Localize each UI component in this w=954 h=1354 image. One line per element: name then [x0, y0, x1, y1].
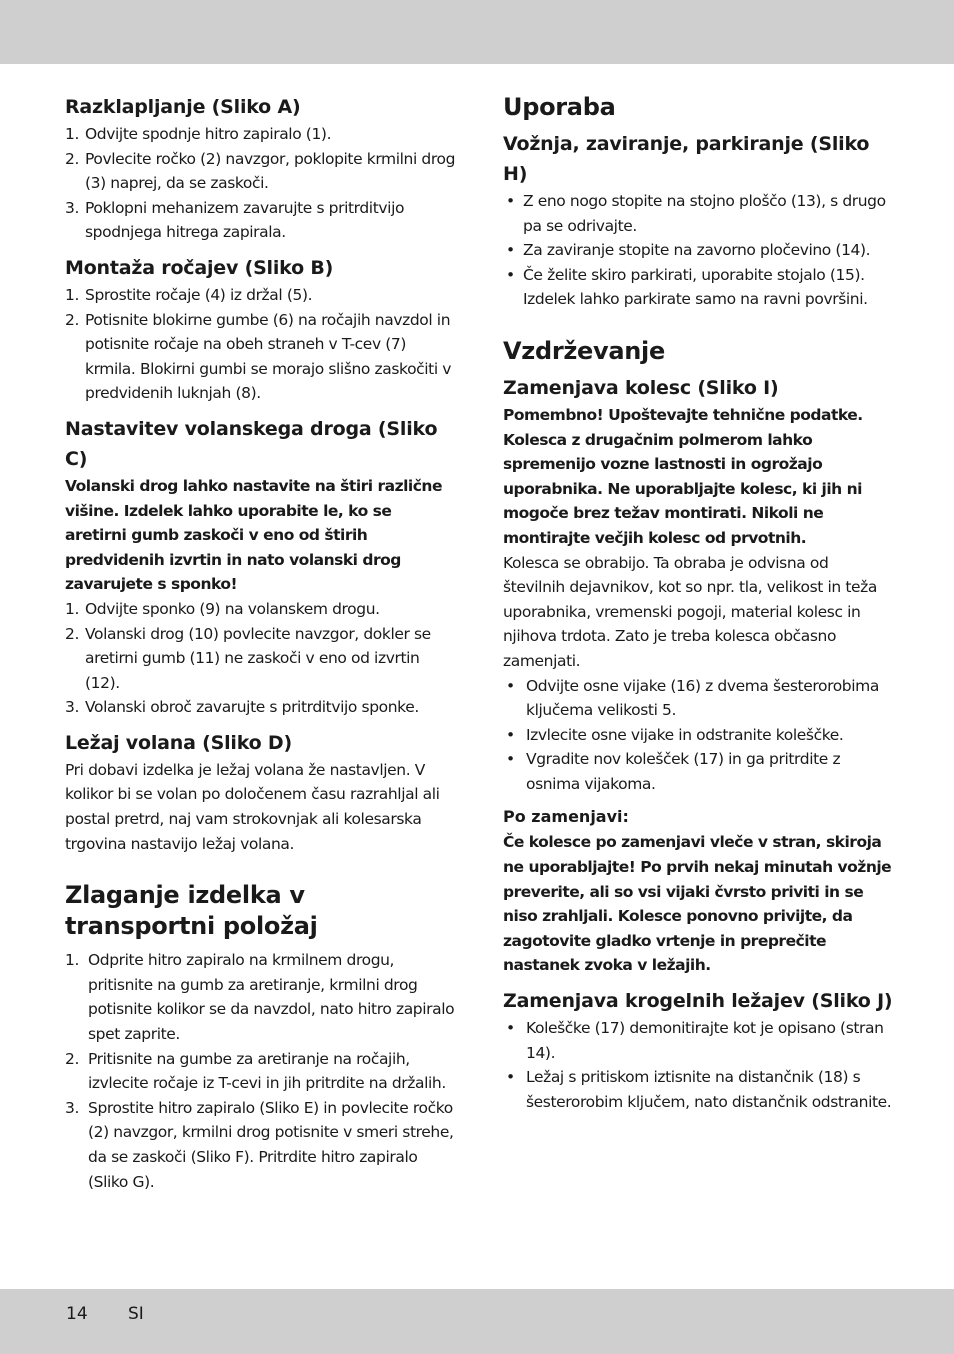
right-column [503, 92, 893, 1114]
item-number: 2. [65, 310, 79, 329]
section-title-vzdrzevanje: Vzdrževanje [503, 336, 665, 365]
item-number: 1. [65, 285, 79, 304]
bullet-list [503, 1016, 893, 1114]
item-text: Sprostite ročaje (4) iz držal (5). [85, 285, 313, 304]
list-item [65, 948, 455, 1046]
section-title-zlaganje: Zlaganje izdelka v transportni položaj [65, 881, 318, 941]
language-code: SI [128, 1304, 144, 1324]
subsection-title-krogelni-lezaji: Zamenjava krogelnih ležajev (Sliko J) [503, 990, 893, 1013]
list-item [65, 622, 455, 696]
list-item: • Vgradite nov kolešček (17) in ga pritrdite z osnima vijakoma. [503, 747, 893, 796]
after-replacement-title: Po zamenjavi: [503, 807, 629, 827]
bullet-list [503, 189, 893, 312]
list-item: • Če želite skiro parkirati, uporabite stojalo (15). Izdelek lahko parkirate samo na ravni površini. [503, 263, 893, 312]
paragraph: Kolesca se obrabijo. Ta obraba je odvisna od številnih dejavnikov, kot so npr. tla, velikost in teža uporabnika, vremenski pogoji, material kolesc in njihova trdota. Zato je treba kolesca občasno zamenjati. [503, 553, 877, 670]
paragraph: Pri dobavi izdelka je ležaj volana že nastavljen. V kolikor bi se volan po določenem času razrahljal ali postal pretrd, naj vam strokovnjak ali kolesarska trgovina nastavijo ležaj volana. [65, 760, 440, 853]
numbered-list [65, 597, 455, 720]
list-item [65, 196, 455, 245]
numbered-list [65, 122, 455, 245]
section-title-lezaj-volana: Ležaj volana (Sliko D) [65, 731, 292, 754]
item-text: Odvijte spodnje hitro zapiralo (1). [85, 125, 332, 143]
section-title-montaza-rocajev: Montaža ročajev (Sliko B) [65, 256, 334, 279]
item-text: Volanski obroč zavarujte s pritrditvijo sponke. [85, 698, 419, 717]
list-item [65, 695, 455, 720]
numbered-list [65, 948, 455, 1194]
list-item [65, 283, 455, 308]
header-band [0, 0, 954, 64]
item-number: 3. [65, 698, 79, 717]
item-number: 1. [65, 125, 79, 143]
item-text: Poklopni mehanizem zavarujte s pritrditvijo spodnjega hitrega zapirala. [85, 198, 405, 242]
list-item: • Koleščke (17) demonitirajte kot je opisano (stran 14). [503, 1016, 893, 1065]
item-number: 2. [65, 624, 79, 643]
list-item: • Izvlecite osne vijake in odstranite koleščke. [503, 723, 893, 748]
section-title-nastavitev-droga: Nastavitev volanskega droga (Sliko C) [65, 417, 438, 470]
item-number: 2. [65, 149, 79, 168]
section-title-uporaba: Uporaba [503, 93, 616, 121]
list-item: • Za zaviranje stopite na zavorno pločevino (14). [503, 238, 893, 263]
item-text: Volanski drog (10) povlecite navzgor, dokler se aretirni gumb (11) ne zaskoči v eno od izvrtin (12). [85, 624, 431, 692]
item-text: Pritisnite na gumbe za aretiranje na ročajih, izvlecite ročaje iz T-cevi in jih pritrdite na držalih. [88, 1049, 446, 1093]
item-text: Potisnite blokirne gumbe (6) na ročajih navzdol in potisnite ročaje na obeh straneh v T-cev (7) krmila. Blokirni gumbi se morajo slišno zaskočiti v predvidenih luknjah (8). [85, 310, 452, 403]
warning-text: Če kolesce po zamenjavi vleče v stran, skiroja ne uporabljajte! Po prvih nekaj minutah vožnje preverite, ali so vsi vijaki čvrsto priviti in se niso zrahljali. Kolesce ponovno privijte, da zagotovite gladko vrtenje in preprečite nastanek zvoka v ležajih. [503, 833, 892, 975]
warning-text: Pomembno! Upoštevajte tehnične podatke. Kolesca z drugačnim polmerom lahko spremenijo vozne lastnosti in ogrožajo uporabnika. Ne uporabljajte kolesc, ki jih ni mogoče brez težav montirati. Nikoli ne montirajte večjih kolesc od prvotnih. [503, 405, 863, 547]
list-item [65, 308, 455, 406]
list-item [65, 122, 455, 147]
list-item [65, 147, 455, 196]
item-text: Odvijte sponko (9) na volanskem drogu. [85, 599, 380, 618]
list-item [65, 1096, 455, 1194]
item-number: 3. [65, 1098, 79, 1117]
numbered-list [65, 283, 455, 406]
list-item: • Ležaj s pritiskom iztisnite na distančnik (18) s šesterorobim ključem, nato distančnik odstranite. [503, 1065, 893, 1114]
item-number: 1. [65, 599, 79, 618]
item-number: 2. [65, 1049, 79, 1068]
item-number: 1. [65, 951, 79, 970]
section-title-razklapljanje: Razklapljanje (Sliko A) [65, 96, 301, 118]
item-number: 3. [65, 198, 79, 217]
list-item [65, 1047, 455, 1096]
subsection-title-voznja: Vožnja, zaviranje, parkiranje (Sliko H) [503, 133, 870, 185]
left-column [65, 92, 455, 1194]
bullet-list [503, 674, 893, 797]
item-text: Odprite hitro zapiralo na krmilnem drogu, pritisnite na gumb za aretiranje, krmilni drog potisnite kolikor se da navzdol, nato hitro zapiralo spet zaprite. [88, 951, 455, 1044]
list-item [65, 597, 455, 622]
page-number: 14 [66, 1304, 88, 1324]
list-item: • Z eno nogo stopite na stojno ploščo (13), s drugo pa se odrivajte. [503, 189, 893, 238]
item-text: Sprostite hitro zapiralo (Sliko E) in povlecite ročko (2) navzgor, krmilni drog potisnite v smeri strehe, da se zaskoči (Sliko F). Pritrdite hitro zapiralo (Sliko G). [88, 1098, 454, 1191]
warning-text: Volanski drog lahko nastavite na štiri različne višine. Izdelek lahko uporabite le, ko se aretirni gumb zaskoči v eno od štirih predvidenih izvrtin in nato volanski drog zavarujete s sponko! [65, 476, 442, 594]
list-item: • Odvijte osne vijake (16) z dvema šesterorobima ključema velikosti 5. [503, 674, 893, 723]
item-text: Povlecite ročko (2) navzgor, poklopite krmilni drog (3) naprej, da se zaskoči. [85, 149, 456, 193]
subsection-title-zamenjava-kolesc: Zamenjava kolesc (Sliko I) [503, 376, 779, 399]
